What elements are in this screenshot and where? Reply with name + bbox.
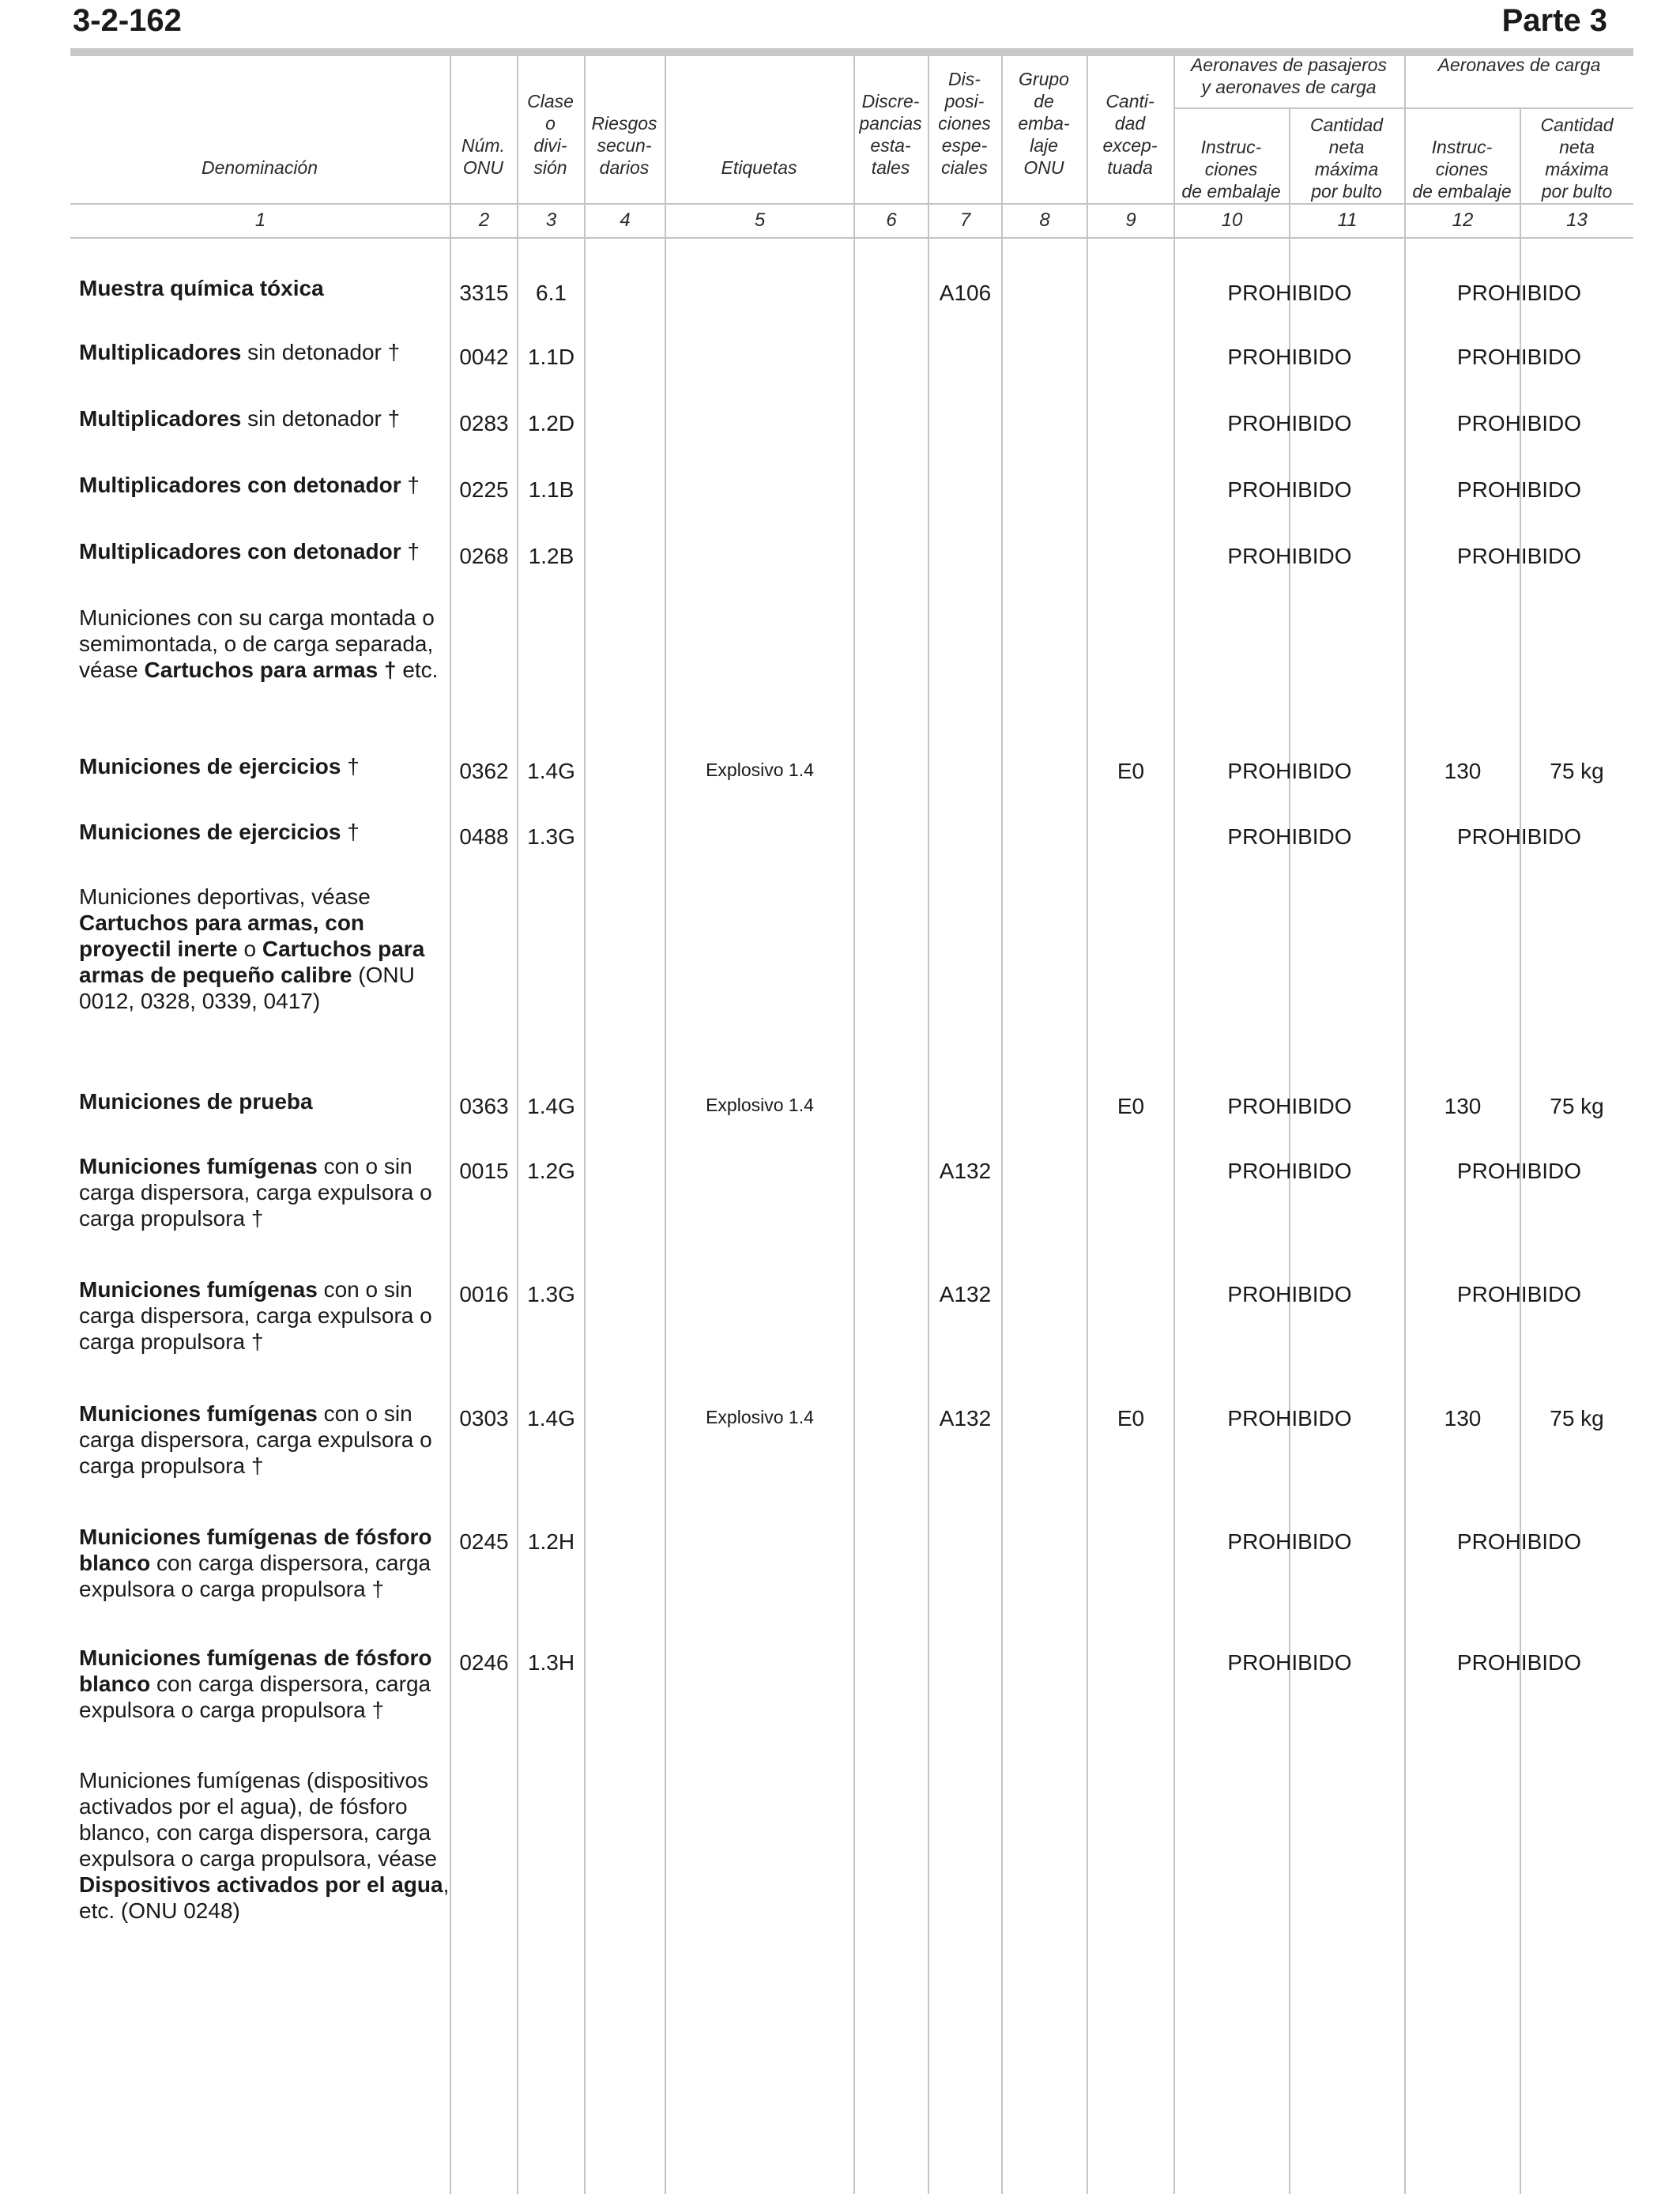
- cargo-status: PROHIBIDO: [1456, 1529, 1582, 1554]
- entry-name: Municiones fumígenas con o sin carga dispersora, carga expulsora o carga propulsora †: [79, 1154, 432, 1231]
- column-number: 3: [545, 209, 557, 231]
- header-group-cargo: Aeronaves de carga: [1437, 55, 1601, 75]
- entry-name: Municiones de ejercicios †: [79, 754, 360, 778]
- header-disposiciones: Dis- posi- ciones espe- ciales: [938, 69, 991, 178]
- label-text: Explosivo 1.4: [706, 1407, 814, 1427]
- special-provision: A132: [939, 1406, 992, 1431]
- column-rule: [1173, 56, 1175, 2194]
- entry-name: Municiones fumígenas de fósforo blanco con carga dispersora, carga expulsora o carga propulsora †: [79, 1525, 432, 1601]
- column-rule: [1404, 56, 1406, 2194]
- class-division: 1.4G: [527, 1094, 575, 1118]
- header-riesgos: Riesgos secun- darios: [591, 113, 657, 178]
- passenger-status: PROHIBIDO: [1227, 759, 1352, 783]
- class-division: 1.2G: [527, 1159, 575, 1183]
- entry-name: Multiplicadores sin detonador †: [79, 406, 401, 431]
- header-group-passenger: Aeronaves de pasajeros y aeronaves de carga: [1190, 55, 1388, 97]
- un-number: 0016: [459, 1282, 509, 1306]
- column-rule: [928, 56, 929, 2194]
- passenger-status: PROHIBIDO: [1227, 544, 1352, 568]
- label-text: Explosivo 1.4: [706, 1095, 814, 1115]
- class-division: 6.1: [536, 281, 567, 305]
- column-rule: [517, 56, 518, 2194]
- cargo-status: PROHIBIDO: [1456, 1159, 1582, 1183]
- column-rule: [1001, 56, 1003, 2194]
- header-cantidad-cargo: Cantidad neta máxima por bulto: [1540, 115, 1614, 202]
- column-number: 4: [620, 209, 631, 231]
- label-text: Explosivo 1.4: [706, 760, 814, 780]
- cargo-packing-instruction: 130: [1444, 1094, 1482, 1118]
- special-provision: A106: [939, 281, 992, 305]
- entry-name: Multiplicadores con detonador †: [79, 473, 420, 497]
- cargo-max-quantity: 75 kg: [1550, 759, 1604, 783]
- un-number: 0225: [459, 477, 509, 502]
- un-number: 0246: [459, 1650, 509, 1675]
- column-number: 6: [886, 209, 897, 231]
- column-number: 12: [1452, 209, 1474, 231]
- entry-name: Municiones de prueba: [79, 1089, 313, 1114]
- cargo-status: PROHIBIDO: [1456, 411, 1582, 435]
- class-division: 1.1D: [527, 345, 575, 369]
- header-grupo-embalaje: Grupo de emba- laje ONU: [1018, 69, 1070, 178]
- cargo-packing-instruction: 130: [1444, 759, 1482, 783]
- cargo-status: PROHIBIDO: [1456, 477, 1582, 502]
- header-discrepancias: Discre- pancias esta- tales: [859, 91, 922, 178]
- header-etiquetas: Etiquetas: [721, 157, 797, 178]
- class-division: 1.2H: [527, 1529, 575, 1554]
- part-title: Parte 3: [1501, 3, 1607, 38]
- entry-name: Municiones fumígenas de fósforo blanco con carga dispersora, carga expulsora o carga propulsora †: [79, 1646, 432, 1722]
- cargo-status: PROHIBIDO: [1456, 1282, 1582, 1306]
- column-number: 7: [959, 209, 971, 231]
- colnum-bottom-rule: [70, 237, 1633, 239]
- entry-name: Municiones deportivas, véase Cartuchos para armas, con proyectil inerte o Cartuchos para armas de pequeño calibre (ONU 0012, 0328, 0339, 0417): [79, 884, 425, 1013]
- entry-name: Municiones con su carga montada o semimontada, o de carga separada, véase Cartuchos para armas † etc.: [79, 605, 439, 682]
- special-provision: A132: [939, 1159, 992, 1183]
- passenger-status: PROHIBIDO: [1227, 411, 1352, 435]
- class-division: 1.3G: [527, 824, 575, 849]
- un-number: 0042: [459, 345, 509, 369]
- class-division: 1.3H: [527, 1650, 575, 1675]
- passenger-status: PROHIBIDO: [1227, 824, 1352, 849]
- cargo-status: PROHIBIDO: [1456, 345, 1582, 369]
- cargo-packing-instruction: 130: [1444, 1406, 1482, 1431]
- un-number: 0015: [459, 1159, 509, 1183]
- entry-name: Muestra química tóxica: [79, 276, 324, 300]
- passenger-status: PROHIBIDO: [1227, 477, 1352, 502]
- class-division: 1.4G: [527, 1406, 575, 1431]
- header-instrucciones-cargo: Instruc- ciones de embalaje: [1412, 137, 1512, 202]
- excepted-quantity: E0: [1117, 1094, 1145, 1118]
- un-number: 3315: [459, 281, 509, 305]
- un-number: 0245: [459, 1529, 509, 1554]
- column-rule: [1087, 56, 1088, 2194]
- passenger-status: PROHIBIDO: [1227, 1650, 1352, 1675]
- column-number: 1: [254, 209, 266, 231]
- class-division: 1.3G: [527, 1282, 575, 1306]
- entry-name: Municiones de ejercicios †: [79, 820, 360, 844]
- cargo-status: PROHIBIDO: [1456, 544, 1582, 568]
- un-number: 0268: [459, 544, 509, 568]
- column-number: 2: [478, 209, 490, 231]
- cargo-max-quantity: 75 kg: [1550, 1406, 1604, 1431]
- cargo-status: PROHIBIDO: [1456, 1650, 1582, 1675]
- excepted-quantity: E0: [1117, 1406, 1145, 1431]
- un-number: 0303: [459, 1406, 509, 1431]
- passenger-status: PROHIBIDO: [1227, 1159, 1352, 1183]
- header-cantidad-pax: Cantidad neta máxima por bulto: [1309, 115, 1384, 202]
- class-division: 1.1B: [528, 477, 574, 502]
- class-division: 1.4G: [527, 759, 575, 783]
- column-number: 5: [754, 209, 766, 231]
- passenger-status: PROHIBIDO: [1227, 1406, 1352, 1431]
- passenger-status: PROHIBIDO: [1227, 1282, 1352, 1306]
- column-rule: [853, 56, 855, 2194]
- passenger-status: PROHIBIDO: [1227, 1094, 1352, 1118]
- column-rule: [584, 56, 586, 2194]
- un-number: 0362: [459, 759, 509, 783]
- entry-name: Multiplicadores con detonador †: [79, 539, 420, 564]
- column-number: 9: [1125, 209, 1136, 231]
- page-number: 3-2-162: [73, 3, 182, 38]
- cargo-max-quantity: 75 kg: [1550, 1094, 1604, 1118]
- column-number: 10: [1221, 209, 1243, 231]
- column-rule: [665, 56, 666, 2194]
- header-denominacion: Denominación: [201, 157, 318, 178]
- passenger-status: PROHIBIDO: [1227, 281, 1352, 305]
- entry-name: Municiones fumígenas (dispositivos activados por el agua), de fósforo blanco, con carga dispersora, carga expulsora o carga propulsora, véase Dispositivos activados por el agua, etc. (ONU 0248): [79, 1768, 450, 1923]
- entry-name: Municiones fumígenas con o sin carga dispersora, carga expulsora o carga propulsora †: [79, 1277, 432, 1354]
- un-number: 0488: [459, 824, 509, 849]
- class-division: 1.2D: [527, 411, 575, 435]
- special-provision: A132: [939, 1282, 992, 1306]
- cargo-status: PROHIBIDO: [1456, 281, 1582, 305]
- cargo-status: PROHIBIDO: [1456, 824, 1582, 849]
- header-clase: Clase o divi- sión: [527, 91, 574, 178]
- header-instrucciones-pax: Instruc- ciones de embalaje: [1181, 137, 1281, 202]
- passenger-status: PROHIBIDO: [1227, 1529, 1352, 1554]
- un-number: 0363: [459, 1094, 509, 1118]
- header-cantidad-exceptuada: Canti- dad excep- tuada: [1102, 91, 1158, 178]
- column-number: 8: [1039, 209, 1050, 231]
- column-number: 11: [1337, 209, 1358, 231]
- column-number: 13: [1566, 209, 1588, 231]
- entry-name: Municiones fumígenas con o sin carga dispersora, carga expulsora o carga propulsora †: [79, 1401, 432, 1478]
- excepted-quantity: E0: [1117, 759, 1145, 783]
- entry-name: Multiplicadores sin detonador †: [79, 340, 401, 364]
- class-division: 1.2B: [528, 544, 574, 568]
- header-num-onu: Núm. ONU: [461, 135, 505, 178]
- passenger-status: PROHIBIDO: [1227, 345, 1352, 369]
- un-number: 0283: [459, 411, 509, 435]
